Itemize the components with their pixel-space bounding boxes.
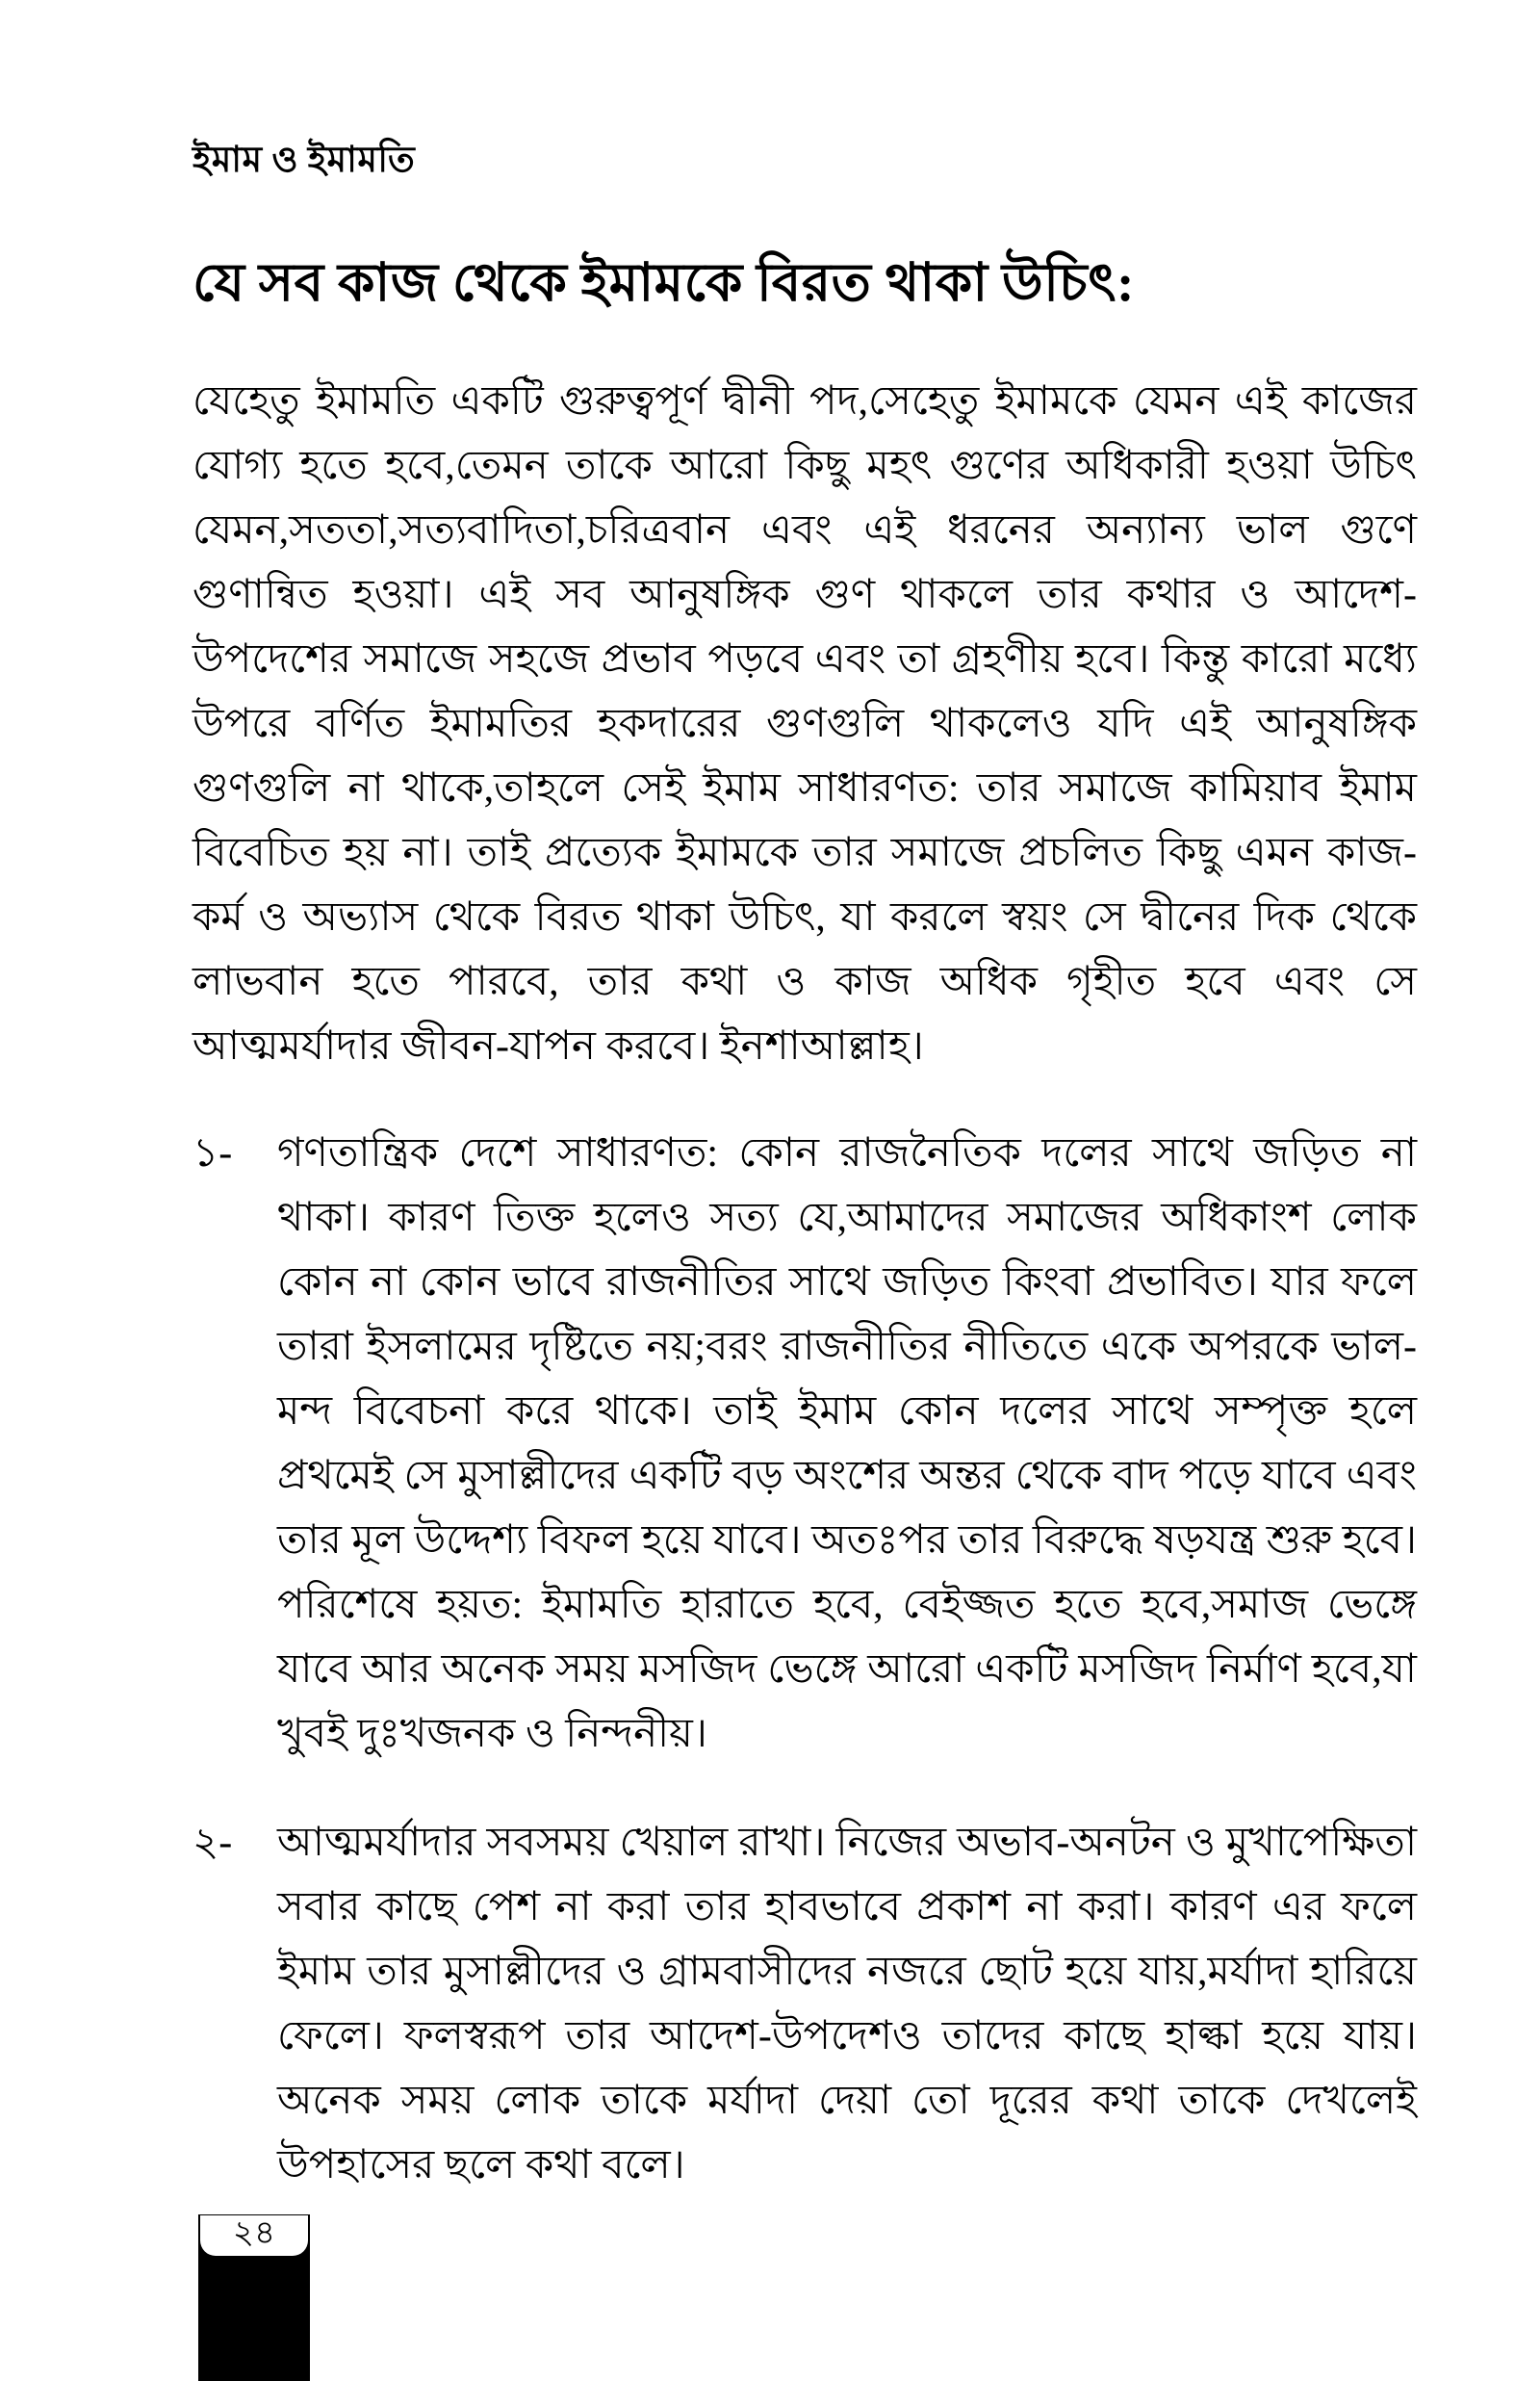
section-heading: যে সব কাজ থেকে ইমামকে বিরত থাকা উচিৎ:	[192, 253, 1135, 312]
running-header: ইমাম ও ইমামতি	[192, 141, 416, 180]
footer-bar	[198, 2214, 310, 2381]
list-item-2-text: আত্মমর্যাদার সবসময় খেয়াল রাখা। নিজের অভাব-অনটন ও মুখাপেক্ষিতা সবার কাছে পেশ না করা তার হাবভাবে প্রকাশ না করা। কারণ এর ফলে ইমাম তার মুসাল্লীদের ও গ্রামবাসীদের নজরে ছোট হয়ে যায়,মর্যাদা হারিয়ে ফেলে। ফলস্বরূপ তার আদেশ-উপদেশও তাদের কাছে হাল্কা হয়ে যায়। অনেক সময় লোক তাকে মর্যাদা দেয়া তো দূরের কথা তাকে দেখলেই উপহাসের ছলে কথা বলে।	[277, 1821, 1417, 2187]
numbered-list	[192, 1122, 1417, 2198]
page-number-tab	[198, 2214, 310, 2258]
page-number: ২৪	[232, 2215, 276, 2251]
list-item-1	[192, 1122, 1417, 1767]
list-item-2	[192, 1811, 1417, 2198]
list-item-2-marker: ২-	[192, 1821, 233, 1865]
list-item-1-text: গণতান্ত্রিক দেশে সাধারণত: কোন রাজনৈতিক দলের সাথে জড়িত না থাকা। কারণ তিক্ত হলেও সত্য যে,আমাদের সমাজের অধিকাংশ লোক কোন না কোন ভাবে রাজনীতির সাথে জড়িত কিংবা প্রভাবিত। যার ফলে তারা ইসলামের দৃষ্টিতে নয়;বরং রাজনীতির নীতিতে একে অপরকে ভাল-মন্দ বিবেচনা করে থাকে। তাই ইমাম কোন দলের সাথে সম্পৃক্ত হলে প্রথমেই সে মুসাল্লীদের একটি বড় অংশের অন্তর থেকে বাদ পড়ে যাবে এবং তার মূল উদ্দেশ্য বিফল হয়ে যাবে। অতঃপর তার বিরুদ্ধে ষড়যন্ত্র শুরু হবে। পরিশেষে হয়ত: ইমামতি হারাতে হবে, বেইজ্জত হতে হবে,সমাজ ভেঙ্গে যাবে আর অনেক সময় মসজিদ ভেঙ্গে আরো একটি মসজিদ নির্মাণ হবে,যা খুবই দুঃখজনক ও নিন্দনীয়।	[277, 1131, 1417, 1756]
intro-paragraph: যেহেতু ইমামতি একটি গুরুত্বপূর্ণ দ্বীনী পদ,সেহেতু ইমামকে যেমন এই কাজের যোগ্য হতে হবে,তেমন তাকে আরো কিছু মহৎ গুণের অধিকারী হওয়া উচিৎ যেমন,সততা,সত্যবাদিতা,চরিত্রবান এবং এই ধরনের অন্যান্য ভাল গুণে গুণান্বিত হওয়া। এই সব আনুষঙ্গিক গুণ থাকলে তার কথার ও আদেশ-উপদেশের সমাজে সহজে প্রভাব পড়বে এবং তা গ্রহণীয় হবে। কিন্তু কারো মধ্যে উপরে বর্ণিত ইমামতির হকদারের গুণগুলি থাকলেও যদি এই আনুষঙ্গিক গুণগুলি না থাকে,তাহলে সেই ইমাম সাধারণত: তার সমাজে কামিয়াব ইমাম বিবেচিত হয় না। তাই প্রত্যেক ইমামকে তার সমাজে প্রচলিত কিছু এমন কাজ-কর্ম ও অভ্যাস থেকে বিরত থাকা উচিৎ, যা করলে স্বয়ং সে দ্বীনের দিক থেকে লাভবান হতে পারবে, তার কথা ও কাজ অধিক গৃহীত হবে এবং সে আত্মমর্যাদার জীবন-যাপন করবে। ইনশাআল্লাহ।	[192, 379, 1417, 1069]
page-content	[192, 0, 1417, 2198]
list-item-1-marker: ১-	[192, 1131, 233, 1176]
